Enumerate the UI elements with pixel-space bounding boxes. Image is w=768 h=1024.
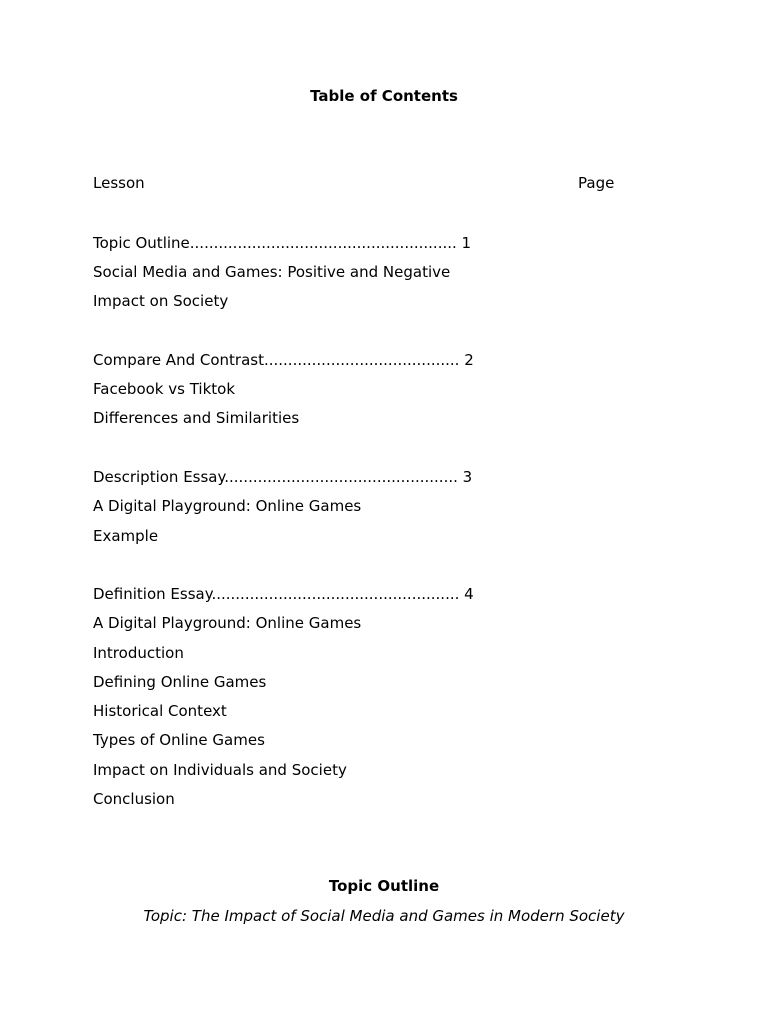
toc-entry-line: Defining Online Games bbox=[93, 673, 267, 691]
toc-entry-line: Impact on Society bbox=[93, 292, 229, 310]
toc-entry-line: Impact on Individuals and Society bbox=[93, 761, 347, 779]
toc-entry-line: Facebook vs Tiktok bbox=[93, 380, 236, 398]
toc-entry-line: Historical Context bbox=[93, 702, 227, 720]
toc-entry-heading: Description Essay................................................. 3 bbox=[93, 468, 473, 486]
toc-entry-line: A Digital Playground: Online Games bbox=[93, 614, 362, 632]
toc-entry-heading: Topic Outline........................................................ 1 bbox=[93, 234, 472, 252]
toc-header-lesson: Lesson bbox=[93, 174, 145, 192]
toc-entry-heading: Compare And Contrast......................................... 2 bbox=[93, 351, 474, 369]
toc-title: Table of Contents bbox=[310, 87, 458, 105]
toc-entry-line: Example bbox=[93, 527, 159, 545]
outline-topic: Topic: The Impact of Social Media and Games in Modern Society bbox=[143, 907, 625, 925]
toc-entry-line: Conclusion bbox=[93, 790, 175, 808]
toc-entry-line: Differences and Similarities bbox=[93, 409, 300, 427]
outline-title: Topic Outline bbox=[328, 877, 440, 895]
toc-entry-line: Introduction bbox=[93, 644, 184, 662]
toc-entry-line: Types of Online Games bbox=[93, 731, 265, 749]
toc-entry-heading: Definition Essay.................................................... 4 bbox=[93, 585, 474, 603]
toc-entry-line: Social Media and Games: Positive and Negative bbox=[93, 263, 451, 281]
toc-entry-line: A Digital Playground: Online Games bbox=[93, 497, 362, 515]
toc-header-page: Page bbox=[578, 174, 615, 192]
